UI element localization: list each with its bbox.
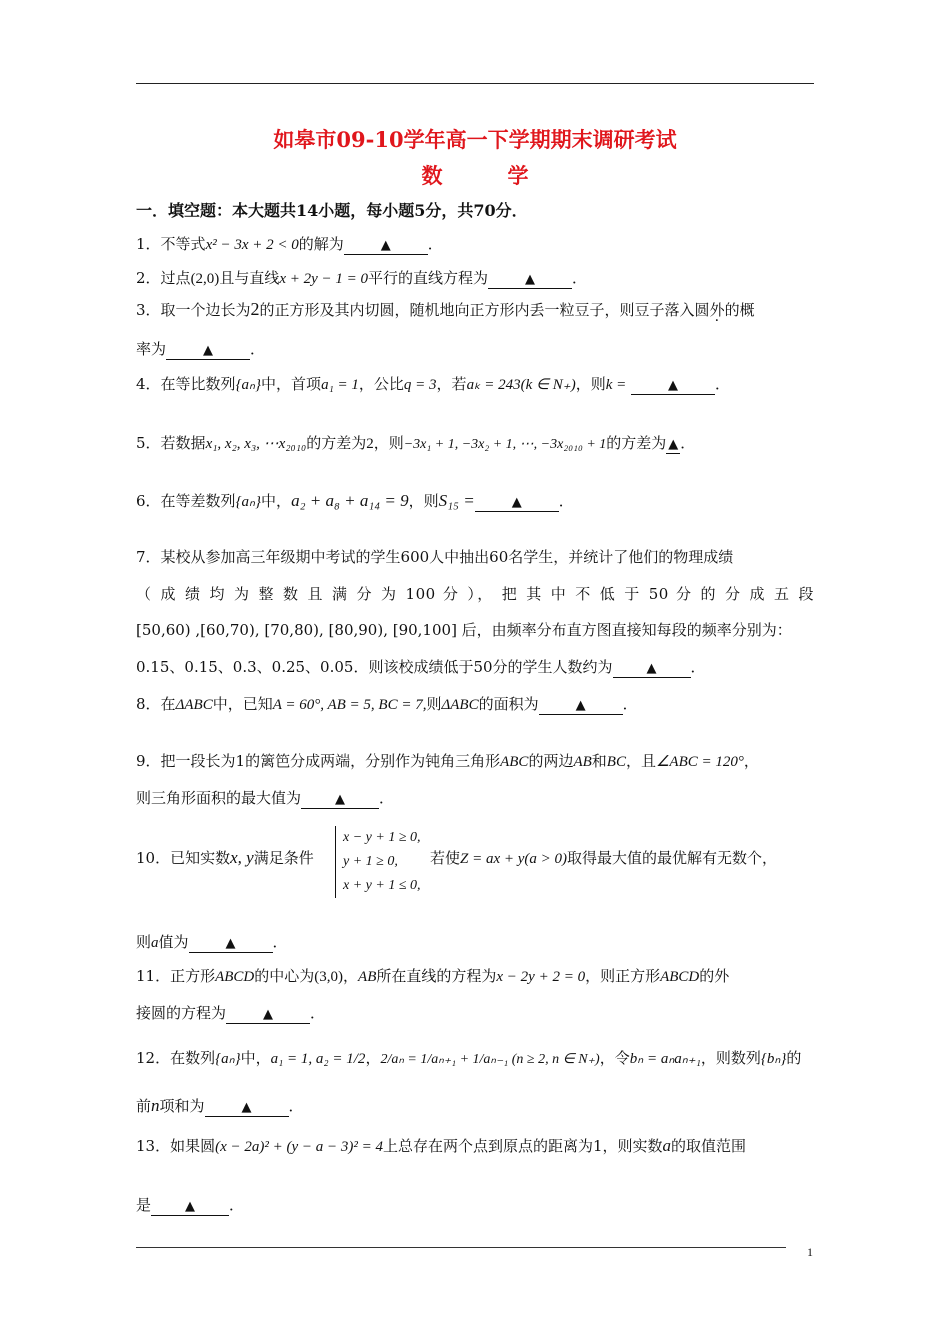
constraint-3: x + y + 1 ≤ 0, — [343, 878, 421, 893]
question-5: 5．若数据x₁, x₂, x₃, ⋯x₂₀₁₀的方差为2，则−3x₁ + 1, −3x₂ + 1, ⋯, −3x₂₀₁₀ + 1的方差为 ▲ ． — [136, 434, 696, 452]
question-13-cont: 是 ▲ ． — [136, 1196, 245, 1214]
question-7-cont: [50,60) ,[60,70), [70,80), [80,90), [90,100] 后，由频率分布直方图直接知每段的频率分别为： — [136, 621, 792, 639]
answer-blank: ▲ — [631, 377, 715, 395]
answer-blank: ▲ — [189, 935, 273, 953]
constraint-1: x − y + 1 ≥ 0, — [343, 830, 421, 845]
answer-blank: ▲ — [344, 237, 428, 255]
question-12-cont: 前n项和为 ▲ ． — [136, 1096, 304, 1115]
answer-blank: ▲ — [488, 271, 572, 289]
answer-blank: ▲ — [151, 1198, 229, 1216]
footer-rule — [136, 1247, 786, 1248]
question-8: 8．在ΔABC中，已知A = 60°, AB = 5, BC = 7,则ΔABC的面积为 ▲ ． — [136, 695, 638, 713]
question-10: 10．已知实数x, y满足条件 — [136, 848, 314, 867]
question-3: 3．取一个边长为2的正方形及其内切圆，随机地向正方形内丢一粒豆子，则豆子落入圆外的概 — [136, 299, 755, 319]
question-7: 7．某校从参加高三年级期中考试的学生600人中抽出60名学生，并统计了他们的物理成绩 — [136, 548, 734, 566]
question-13: 13．如果圆(x − 2a)² + (y − a − 3)² = 4上总存在两个点到原点的距离为1，则实数a的取值范围 — [136, 1136, 747, 1155]
question-4: 4．在等比数列{aₙ}中，首项a₁ = 1，公比q = 3，若aₖ = 243(k ∈ N₊)，则k = ▲ ． — [136, 375, 731, 393]
answer-blank: ▲ — [475, 494, 559, 512]
question-10-cont: 则a值为 ▲ ． — [136, 933, 288, 951]
exam-title: 如皋市09-10学年高一下学期期末调研考试 — [273, 127, 677, 152]
question-11: 11．正方形ABCD的中心为(3,0)，AB所在直线的方程为x − 2y + 2 = 0，则正方形ABCD的外 — [136, 967, 730, 985]
answer-blank: ▲ — [301, 791, 379, 809]
answer-blank: ▲ — [613, 660, 691, 678]
question-9-cont: 则三角形面积的最大值为 ▲ ． — [136, 789, 395, 807]
question-9: 9．把一段长为1的篱笆分成两端，分别作为钝角三角形ABC的两边AB和BC，且∠ABC = 120°， — [136, 752, 759, 770]
answer-blank: ▲ — [166, 342, 250, 360]
answer-blank: ▲ — [539, 697, 623, 715]
top-rule — [136, 83, 814, 84]
inequality: x² − 3x + 2 < 0 — [205, 237, 299, 253]
subject-title: 数 学 — [421, 163, 551, 188]
question-7-cont: （ 成 绩 均 为 整 数 且 满 分 为 100 分 ）， 把 其 中 不 低 于 50 分 的 分 成 五 段 — [136, 585, 814, 603]
section-heading: 一．填空题：本大题共14小题，每小题5分，共70分． — [136, 201, 528, 220]
question-11-cont: 接圆的方程为 ▲ ． — [136, 1004, 326, 1022]
constraint-2: y + 1 ≥ 0, — [343, 854, 398, 869]
answer-blank: ▲ — [226, 1006, 310, 1024]
question-12: 12．在数列{aₙ}中，a₁ = 1, a₂ = 1/2，2/aₙ = 1/aₙ₊₁ + 1/aₙ₋₁ (n ≥ 2, n ∈ N₊)，令bₙ = aₙaₙ₊₁，则数列{bₙ}的 — [136, 1049, 802, 1067]
question-3-cont: 率为 ▲ ． — [136, 340, 266, 358]
question-2: 2．过点(2,0)且与直线x + 2y − 1 = 0平行的直线方程为 ▲ ． — [136, 269, 588, 287]
question-10-right: 若使Z = ax + y(a > 0)取得最大值的最优解有无数个， — [430, 849, 778, 867]
page-number: 1 — [807, 1245, 813, 1259]
answer-blank: ▲ — [205, 1099, 289, 1117]
answer-blank: ▲ — [668, 437, 679, 452]
question-7-cont: 0.15、0.15、0.3、0.25、0.05．则该校成绩低于50分的学生人数约为 ▲ ． — [136, 658, 706, 676]
question-1: 1．不等式x² − 3x + 2 < 0的解为 ▲ ． — [136, 235, 443, 253]
question-6: 6．在等差数列{aₙ}中，a₂ + a₈ + a₁₄ = 9，则S₁₅ = ▲ ． — [136, 491, 574, 510]
constraint-system — [335, 826, 443, 898]
